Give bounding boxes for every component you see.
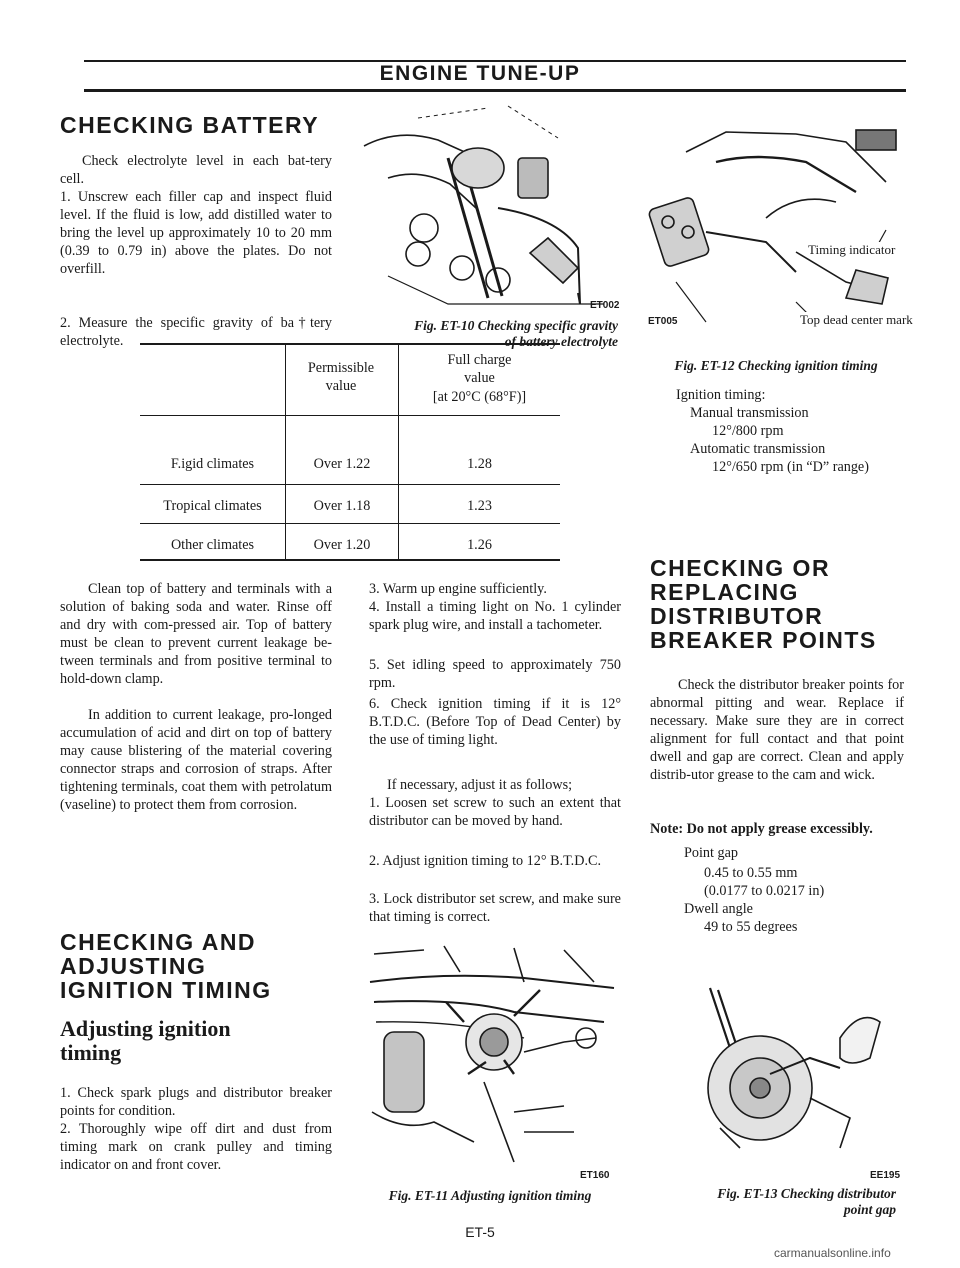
timing-step-1: 1. Check spark plugs and distributor breaker points for condition.: [60, 1085, 332, 1120]
table-rule-header: [140, 415, 560, 416]
section-heading-breaker-1: CHECKING OR: [650, 555, 831, 581]
table-rule-bottom: [140, 559, 560, 561]
breaker-note: Note: Do not apply grease excessibly.: [650, 821, 873, 837]
figure-et13-code: EE195: [870, 1170, 901, 1181]
distributor-gap-illustration: [690, 978, 900, 1154]
page-number: ET-5: [465, 1224, 495, 1240]
figure-et11-engine: [364, 942, 620, 1164]
table-cell-climate: Tropical climates: [163, 498, 262, 514]
section-heading-timing-3: IGNITION TIMING: [60, 977, 272, 1003]
adjust-step-1: 1. Loosen set screw to such an extent that distributor can be moved by hand.: [369, 795, 621, 830]
timing-step-4: 4. Install a timing light on No. 1 cylinder spark plug wire, and install a tachometer.: [369, 599, 621, 634]
figure-et12-caption: Fig. ET-12 Checking ignition timing: [674, 358, 878, 373]
section-heading-breaker-4: BREAKER POINTS: [650, 627, 877, 653]
battery-cleaning-paragraph: Clean top of battery and terminals with a solution of baking soda and water. Rinse off and dry with com-pressed air. Top of battery must be clean to prevent current leakage be-tween terminals and from positive terminal to hold-down clamp.: [60, 581, 332, 688]
battery-corrosion-paragraph: In addition to current leakage, pro-longed accumulation of acid and dirt on top of battery may cause blistering of the material covering connector straps and corrosion of straps. After tightening terminals, coat them with petrolatum (vaseline) to protect them from corrosion.: [60, 707, 332, 814]
battery-intro: Check electrolyte level in each bat-tery cell.: [60, 153, 332, 188]
timing-spec-auto-label: Automatic transmission: [690, 441, 826, 457]
section-heading-timing-1: CHECKING AND: [60, 929, 257, 955]
table-rule-row-1: [140, 484, 560, 485]
figure-et13-caption-1: Fig. ET-13 Checking distributor: [717, 1186, 896, 1201]
figure-et12-label-indicator: Timing indicator: [808, 242, 896, 257]
figure-et13-caption-2: point gap: [843, 1202, 896, 1217]
subheading-adjusting-2: timing: [60, 1040, 122, 1065]
figure-et12-timing-light: [646, 122, 906, 336]
timing-spec-manual-label: Manual transmission: [690, 405, 809, 421]
timing-spec-auto-value: 12°/650 rpm (in “D” range): [712, 459, 869, 475]
figure-et10-caption-1: Fig. ET-10 Checking specific gravity: [414, 318, 618, 333]
figure-et11-code: ET160: [580, 1170, 610, 1181]
table-cell-permissible: Over 1.18: [313, 498, 371, 514]
subheading-adjusting-1: Adjusting ignition: [60, 1016, 231, 1041]
timing-step-3: 3. Warm up engine sufficiently.: [369, 581, 547, 597]
timing-light-illustration: [646, 122, 906, 336]
figure-et12-label-tdc: Top dead center mark: [800, 312, 913, 327]
timing-spec-manual-value: 12°/800 rpm: [712, 423, 784, 439]
timing-step-6: 6. Check ignition timing if it is 12° B.T.D.C. (Before Top of Dead Center) by the use of timing light.: [369, 696, 621, 749]
figure-et10-hydrometer: [358, 98, 616, 316]
point-gap-mm: 0.45 to 0.55 mm: [704, 865, 798, 881]
hydrometer-illustration: [358, 98, 616, 316]
table-rule-row-2: [140, 523, 560, 524]
table-cell-climate: Other climates: [170, 537, 255, 553]
table-header-full-charge-3: [at 20°C (68°F)]: [432, 389, 527, 405]
table-cell-climate: F.igid climates: [170, 456, 255, 472]
battery-step-2: 2. Measure the specific gravity of ba†tery electrolyte.: [60, 315, 332, 350]
figure-et11-caption: Fig. ET-11 Adjusting ignition timing: [388, 1188, 592, 1203]
header-rule-bottom: [84, 89, 906, 92]
figure-et10-caption-2: of battery electrolyte: [504, 334, 618, 349]
section-heading-breaker-3: DISTRIBUTOR: [650, 603, 824, 629]
point-gap-in: (0.0177 to 0.0217 in): [704, 883, 825, 899]
point-gap-label: Point gap: [684, 845, 738, 861]
timing-step-2: 2. Thoroughly wipe off dirt and dust from timing mark on crank pulley and timing indicator on and front cover.: [60, 1121, 332, 1174]
table-cell-full-charge: 1.23: [467, 498, 492, 514]
section-heading-timing-2: ADJUSTING: [60, 953, 207, 979]
breaker-paragraph: Check the distributor breaker points for abnormal pitting and wear. Replace if necessary. Make sure they are in correct alignment for full contact and that point dwell and gap are correct. Clean and apply distrib-utor grease to the cam and wick.: [650, 677, 904, 784]
dwell-angle-label: Dwell angle: [684, 901, 753, 917]
section-heading-battery: CHECKING BATTERY: [60, 112, 320, 138]
adjust-intro: If necessary, adjust it as follows;: [387, 777, 573, 793]
adjust-step-2: 2. Adjust ignition timing to 12° B.T.D.C.: [369, 853, 602, 869]
table-cell-full-charge: 1.28: [467, 456, 492, 472]
adjust-step-3: 3. Lock distributor set screw, and make sure that timing is correct.: [369, 891, 621, 926]
section-heading-breaker-2: REPLACING: [650, 579, 799, 605]
figure-et12-code: ET005: [648, 316, 678, 327]
dwell-angle-value: 49 to 55 degrees: [704, 919, 798, 935]
table-header-full-charge-2: value: [464, 370, 495, 386]
table-cell-permissible: Over 1.22: [313, 456, 371, 472]
figure-et13-distributor: [690, 978, 900, 1154]
watermark: carmanualsonline.info: [774, 1246, 891, 1260]
table-header-full-charge-1: Full charge: [447, 352, 512, 368]
page-header-title: ENGINE TUNE-UP: [379, 62, 581, 85]
battery-step-1: 1. Unscrew each filler cap and inspect fluid level. If the fluid is low, add distilled water to bring the level up approximately 10 to 20 mm (0.39 to 0.79 in) above the plates. Do not overfill.: [60, 189, 332, 278]
distributor-engine-illustration: [364, 942, 620, 1164]
table-header-permissible: Permissible value: [307, 360, 375, 394]
timing-spec-label: Ignition timing:: [676, 387, 766, 403]
table-col-divider-1: [285, 345, 286, 559]
figure-et10-code: ET002: [590, 300, 620, 311]
timing-step-5: 5. Set idling speed to approximately 750 rpm.: [369, 657, 621, 692]
table-cell-permissible: Over 1.20: [313, 537, 371, 553]
table-cell-full-charge: 1.26: [467, 537, 492, 553]
